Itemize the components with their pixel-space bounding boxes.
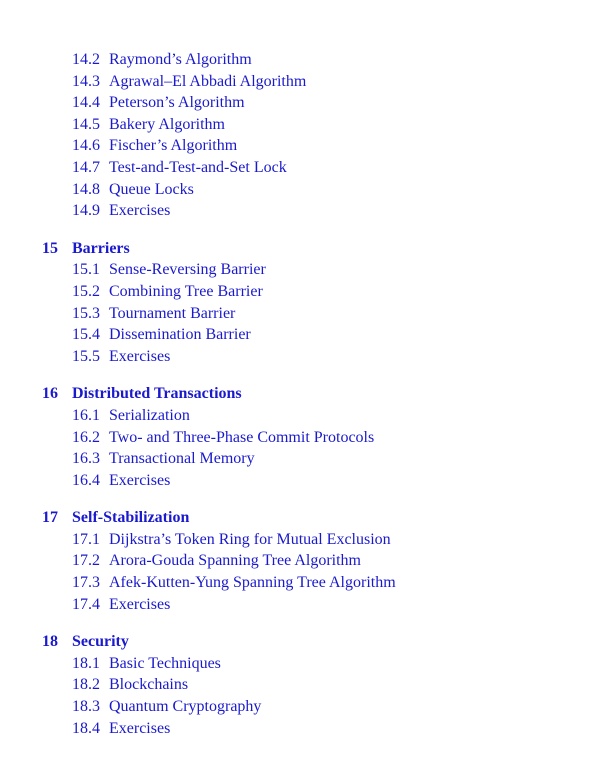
- toc-entry[interactable]: [0, 718, 598, 740]
- toc-entry-number: 17.3: [72, 574, 100, 592]
- toc-entry-number: 14.5: [72, 115, 100, 133]
- toc-entry-number: 15.4: [72, 326, 100, 344]
- toc-entry[interactable]: [0, 114, 598, 136]
- toc-entry-number: 17.4: [72, 595, 100, 613]
- toc-block-chapter-18: [0, 631, 598, 739]
- toc-entry[interactable]: [0, 281, 598, 303]
- toc-entry-number: 16.1: [72, 406, 100, 424]
- toc-entry[interactable]: [0, 71, 598, 93]
- toc-entry-title: Basic Techniques: [109, 654, 221, 672]
- toc-entry-title: Raymond’s Algorithm: [109, 51, 252, 68]
- toc-entry-number: 18.1: [72, 654, 100, 672]
- toc-entry-title: Quantum Cryptography: [109, 698, 262, 716]
- toc-chapter-number: 16: [42, 385, 58, 403]
- toc-entry-title: Peterson’s Algorithm: [109, 94, 245, 112]
- toc-entry[interactable]: [0, 179, 598, 201]
- toc-entry[interactable]: [0, 92, 598, 114]
- toc-block-chapter-16: [0, 383, 598, 491]
- toc-entry-number: 15.1: [72, 261, 100, 279]
- toc-entry-title: Bakery Algorithm: [109, 115, 225, 133]
- toc-entry[interactable]: [0, 303, 598, 325]
- toc-block-chapter-17: [0, 507, 598, 615]
- toc-entry-title: Exercises: [109, 202, 171, 220]
- toc-entry-number: 17.1: [72, 530, 100, 548]
- toc-entry-number: 16.2: [72, 428, 100, 446]
- toc-entry[interactable]: [0, 346, 598, 368]
- toc-entry[interactable]: [0, 448, 598, 470]
- toc-entry-title: Tournament Barrier: [109, 304, 236, 322]
- toc-entry-title: Transactional Memory: [109, 450, 255, 468]
- toc-entry-number: 14.3: [72, 72, 100, 90]
- toc-entry-number: 14.2: [72, 51, 100, 68]
- toc-entry[interactable]: [0, 200, 598, 222]
- toc-chapter-number: 18: [42, 633, 58, 651]
- toc-entry[interactable]: [0, 405, 598, 427]
- toc-entry-title: Exercises: [109, 471, 171, 489]
- toc-entry-title: Dijkstra’s Token Ring for Mutual Exclusion: [109, 530, 391, 548]
- toc-entry[interactable]: [0, 427, 598, 449]
- toc-entry-title: Arora-Gouda Spanning Tree Algorithm: [109, 552, 361, 570]
- toc-entry[interactable]: [0, 49, 598, 71]
- toc-entry-number: 17.2: [72, 552, 100, 570]
- toc-entry-number: 15.2: [72, 282, 100, 300]
- toc-entry-number: 18.2: [72, 676, 100, 694]
- toc-entry-number: 14.8: [72, 180, 100, 198]
- toc-chapter-heading[interactable]: [0, 631, 598, 653]
- toc-entry[interactable]: [0, 594, 598, 616]
- toc-entry-title: Blockchains: [109, 676, 189, 694]
- toc-entry-number: 15.5: [72, 347, 100, 365]
- toc-entry-title: Test-and-Test-and-Set Lock: [109, 158, 287, 176]
- toc-entry-number: 14.6: [72, 137, 100, 155]
- toc-entry[interactable]: [0, 324, 598, 346]
- toc-entry-title: Serialization: [109, 406, 190, 424]
- toc-entry-number: 16.4: [72, 471, 100, 489]
- toc-chapter-heading[interactable]: [0, 238, 598, 260]
- toc-chapter-title: Distributed Transactions: [72, 385, 242, 403]
- toc-entry-title: Fischer’s Algorithm: [109, 137, 238, 155]
- toc-entry[interactable]: [0, 470, 598, 492]
- toc-chapter-number: 17: [42, 509, 58, 527]
- toc-entry-title: Sense-Reversing Barrier: [109, 261, 266, 279]
- toc-entry-number: 18.3: [72, 698, 100, 716]
- toc-entry-number: 14.9: [72, 202, 100, 220]
- toc-chapter-heading[interactable]: [0, 507, 598, 529]
- toc-chapter-title: Security: [72, 633, 129, 651]
- toc-entry-title: Combining Tree Barrier: [109, 282, 263, 300]
- toc-chapter-heading[interactable]: [0, 383, 598, 405]
- toc-entry-number: 14.4: [72, 94, 100, 112]
- toc-entry[interactable]: [0, 135, 598, 157]
- toc-entry-number: 18.4: [72, 719, 100, 737]
- toc-entry-title: Exercises: [109, 719, 171, 737]
- toc-chapter-number: 15: [42, 239, 58, 257]
- toc-entry[interactable]: [0, 696, 598, 718]
- toc-entry-title: Two- and Three-Phase Commit Protocols: [109, 428, 375, 446]
- toc-entry-title: Agrawal–El Abbadi Algorithm: [109, 72, 307, 90]
- toc-entry-title: Dissemination Barrier: [109, 326, 251, 344]
- toc-entry-title: Afek-Kutten-Yung Spanning Tree Algorithm: [109, 574, 396, 592]
- toc-entry[interactable]: [0, 259, 598, 281]
- toc-entry[interactable]: [0, 653, 598, 675]
- toc-entry-number: 15.3: [72, 304, 100, 322]
- toc-chapter-title: Self-Stabilization: [72, 509, 190, 527]
- toc-entry-number: 16.3: [72, 450, 100, 468]
- toc-entry-title: Exercises: [109, 595, 171, 613]
- toc-entry-number: 14.7: [72, 158, 100, 176]
- toc-entry[interactable]: [0, 572, 598, 594]
- table-of-contents: [0, 49, 598, 739]
- toc-entry-title: Queue Locks: [109, 180, 194, 198]
- toc-block-chapter-15: [0, 238, 598, 368]
- toc-entry[interactable]: [0, 529, 598, 551]
- toc-entry[interactable]: [0, 674, 598, 696]
- toc-entry-title: Exercises: [109, 347, 171, 365]
- toc-block-chapter-14-continued: [0, 49, 598, 222]
- toc-entry[interactable]: [0, 550, 598, 572]
- toc-entry[interactable]: [0, 157, 598, 179]
- toc-chapter-title: Barriers: [72, 239, 130, 257]
